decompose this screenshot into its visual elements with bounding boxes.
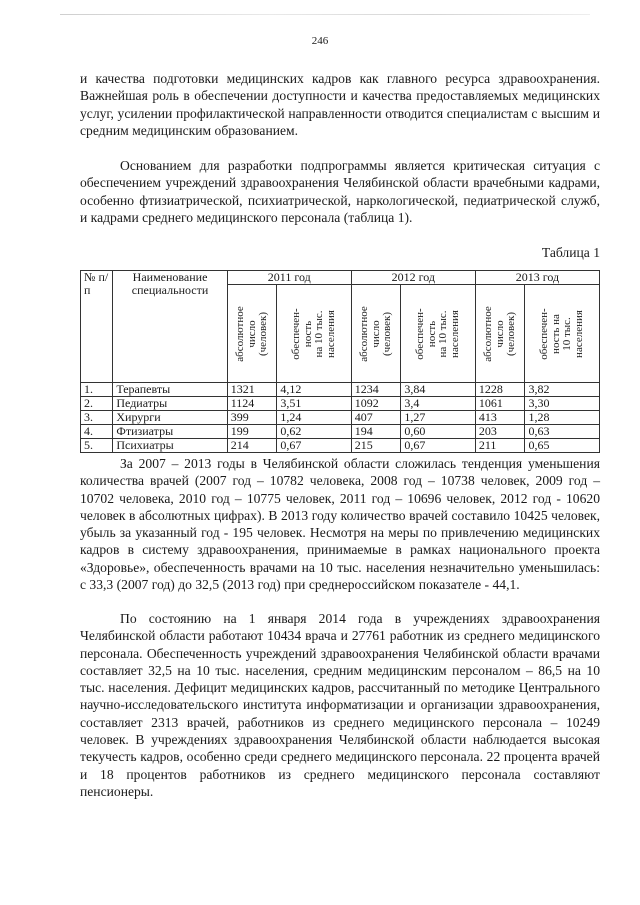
cell-rate-2012: 0,60 bbox=[401, 425, 475, 439]
cell-rate-2011: 3,51 bbox=[277, 397, 351, 411]
cell-rate-2011: 0,62 bbox=[277, 425, 351, 439]
paragraph-3: За 2007 – 2013 годы в Челябинской области сложилась тенденция уменьшения количества врачей (2007 год – 10782 человека, 2008 год – 10738 человек, 2009 год – 10702 человека, 2010 год – 10775 человек, 2011 год – 10696 человек, 2012 год - 10620 человек в абсолютных цифрах). В 2013 году количество врачей составило 10425 человек, убыль за указанный год - 195 человек. Несмотря на меры по привлечению медицинских кадров в систему здравоохранения, принимаемые в рамках национального проекта «Здоровье», обеспеченность врачами на 10 тыс. населения незначительно уменьшилась: с 33,3 (2007 год) до 32,5 (2013 год) при среднероссийском показателе - 44,1. bbox=[80, 456, 600, 593]
cell-absolute-2011: 1321 bbox=[227, 383, 277, 397]
cell-absolute-2013: 413 bbox=[475, 411, 525, 425]
table-row bbox=[81, 425, 600, 439]
staffing-table bbox=[80, 270, 600, 453]
cell-number: 3. bbox=[81, 411, 113, 425]
table-row bbox=[81, 411, 600, 425]
cell-rate-2012: 3,4 bbox=[401, 397, 475, 411]
cell-absolute-2011: 199 bbox=[227, 425, 277, 439]
table-row bbox=[81, 439, 600, 453]
col-header-number: № п/п bbox=[81, 271, 113, 383]
cell-absolute-2011: 399 bbox=[227, 411, 277, 425]
page-number: 246 bbox=[311, 35, 329, 47]
cell-rate-2011: 4,12 bbox=[277, 383, 351, 397]
table-row bbox=[81, 397, 600, 411]
paragraph-1: и качества подготовки медицинских кадров как главного ресурса здравоохранения. Важнейшая роль в обеспечении доступности и качества предоставляемых медицинских услуг, усилении профилактической направленности отводится специалистам с высшим и средним медицинским образованием. bbox=[80, 71, 600, 138]
cell-rate-2013: 3,82 bbox=[525, 383, 600, 397]
cell-absolute-2011: 1124 bbox=[227, 397, 277, 411]
subheader-rate-2011: обеспечен- ность на 10 тыс. населения bbox=[277, 285, 351, 383]
subheader-rate-2013: обеспечен- ность на 10 тыс. населения bbox=[525, 285, 600, 383]
cell-absolute-2013: 211 bbox=[475, 439, 525, 453]
cell-absolute-2012: 215 bbox=[351, 439, 401, 453]
subheader-absolute-2011: абсолютное число (человек) bbox=[227, 285, 277, 383]
col-header-year-2012: 2012 год bbox=[351, 271, 475, 285]
cell-rate-2011: 1,24 bbox=[277, 411, 351, 425]
cell-rate-2013: 0,63 bbox=[525, 425, 600, 439]
cell-number: 4. bbox=[81, 425, 113, 439]
col-header-year-2013: 2013 год bbox=[475, 271, 599, 285]
cell-specialty: Педиатры bbox=[113, 397, 227, 411]
table-caption: Таблица 1 bbox=[541, 245, 600, 260]
scan-edge-line bbox=[60, 14, 590, 15]
cell-specialty: Хирурги bbox=[113, 411, 227, 425]
cell-rate-2013: 3,30 bbox=[525, 397, 600, 411]
cell-specialty: Фтизиатры bbox=[113, 425, 227, 439]
cell-absolute-2012: 194 bbox=[351, 425, 401, 439]
cell-specialty: Терапевты bbox=[113, 383, 227, 397]
subheader-rate-2012: обеспечен- ность на 10 тыс. населения bbox=[401, 285, 475, 383]
cell-rate-2012: 3,84 bbox=[401, 383, 475, 397]
cell-rate-2012: 1,27 bbox=[401, 411, 475, 425]
cell-absolute-2013: 203 bbox=[475, 425, 525, 439]
cell-rate-2012: 0,67 bbox=[401, 439, 475, 453]
paragraph-2: Основанием для разработки подпрограммы является критическая ситуация с обеспечением учреждений здравоохранения Челябинской области врачебными кадрами, особенно фтизиатрической, психиатрической, наркологической, педиатрической служб, и кадрами среднего медицинского персонала (таблица 1). bbox=[80, 158, 600, 225]
cell-number: 1. bbox=[81, 383, 113, 397]
cell-absolute-2012: 1234 bbox=[351, 383, 401, 397]
cell-rate-2013: 1,28 bbox=[525, 411, 600, 425]
cell-specialty: Психиатры bbox=[113, 439, 227, 453]
cell-rate-2013: 0,65 bbox=[525, 439, 600, 453]
col-header-specialty: Наименование специальности bbox=[113, 271, 227, 383]
cell-absolute-2011: 214 bbox=[227, 439, 277, 453]
paragraph-4: По состоянию на 1 января 2014 года в учреждениях здравоохранения Челябинской области работают 10434 врача и 27761 работник из среднего медицинского персонала. Обеспеченность учреждений здравоохранения Челябинской области врачами составляет 32,5 на 10 тыс. населения, средним медицинским персоналом – 86,5 на 10 тыс. населения. Дефицит медицинских кадров, рассчитанный по методике Центрального научно-исследовательского института информатизации и организации здравоохранения, составляет 2313 врачей, работников из среднего медицинского персонала – 10249 человек. В учреждениях здравоохранения Челябинской области наблюдается высокая текучесть кадров, особенно среди среднего медицинского персонала. 22 процента врачей и 18 процентов работников из среднего медицинского персонала составляют пенсионеры. bbox=[80, 611, 600, 799]
subheader-absolute-2012: абсолютное число (человек) bbox=[351, 285, 401, 383]
cell-rate-2011: 0,67 bbox=[277, 439, 351, 453]
cell-number: 2. bbox=[81, 397, 113, 411]
table-row bbox=[81, 383, 600, 397]
col-header-year-2011: 2011 год bbox=[227, 271, 351, 285]
cell-absolute-2012: 407 bbox=[351, 411, 401, 425]
subheader-absolute-2013: абсолютное число (человек) bbox=[475, 285, 525, 383]
cell-absolute-2012: 1092 bbox=[351, 397, 401, 411]
cell-number: 5. bbox=[81, 439, 113, 453]
cell-absolute-2013: 1061 bbox=[475, 397, 525, 411]
cell-absolute-2013: 1228 bbox=[475, 383, 525, 397]
